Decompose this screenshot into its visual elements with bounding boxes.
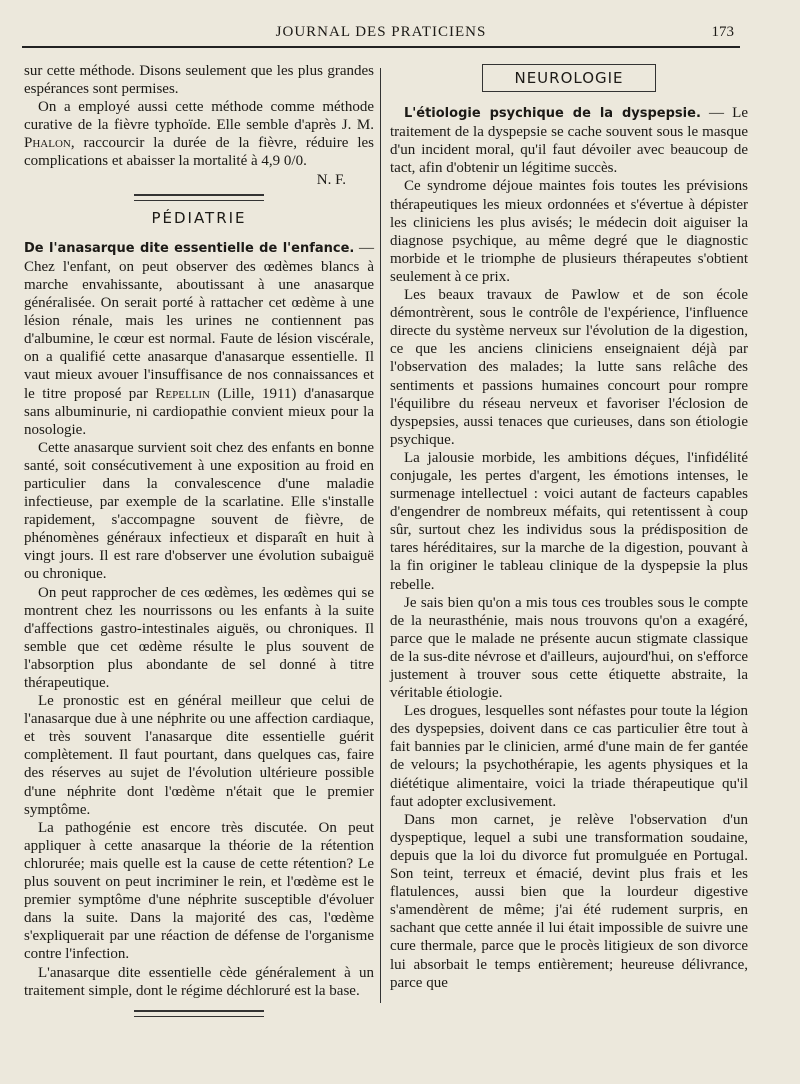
article-paragraph-4: Le pronostic est en général meilleur que celui de l'anasarque due à une néphrite ou une affection cardiaque, et très souvent l'anasarque dite essentielle guérit complètement. Il faut pourtant, dans quelques cas, faire des réserves au sujet de l'évolution ultérieure possible d'une néphrite dont l'œdème n'était que le premier symptôme. [24,693,374,818]
article-paragraph-1 [390,104,748,177]
article-paragraph-4: La jalousie morbide, les ambitions déçues, l'infidélité conjugale, les pertes d'argent, les émotions intenses, le surmenage intellectuel : voici autant de facteurs capables d'engendrer de nombreux méfaits, qui retentissent à coup sûr, surtout chez les individus sous la prédisposition de tares héréditaires, sur la marche de la digestion, pouvant à la fin originer le tableau clinique de la dyspepsie la plus rebelle. [390,449,748,593]
article-paragraph-6: Les drogues, lesquelles sont néfastes pour toute la légion des dyspepsies, doivent dans ce cas particulier être tout à fait bannies par le clinicien, armé d'une main de fer gantée de velours; la psychothérapie, les agents physiques et la diététique alimentaire, voici la triade thérapeutique qu'il faut adopter exclusivement. [390,703,748,810]
article-paragraph-2: Cette anasarque survient soit chez des enfants en bonne santé, soit consécutivement à une exposition au froid en particulier dans la convalescence d'une maladie infectieuse, par exemple de la scarlatine. Elle s'installe rapidement, s'accompagne souvent de fièvre, de phénomènes généraux infectieux et disparaît en huit à vingt jours. Il est rare d'observer une évolution subaiguë ou chronique. [24,439,374,583]
section-title-neurologie: NEUROLOGIE [482,64,656,92]
p1-text: — Le traitement de la dyspepsie se cache souvent sous le masque d'un incident moral, qu'il faut dévoiler avec beaucoup de tact, afin d'obtenir un légitime succès. [390,105,748,177]
column-divider [380,68,381,1003]
section-title-pediatrie: PÉDIATRIE [151,208,247,227]
page-number: 173 [711,24,734,40]
author-name-repellin: Repellin [155,385,210,402]
signature: N. F. [316,171,346,188]
article-paragraph-5: Je sais bien qu'on a mis tous ces troubles sous le compte de la neurasthénie, mais nous trouvons qu'on a exagéré, parce que le malade ne présente aucun stigmate classique de la sus-dite névrose et d'ailleurs, aujourd'hui, on s'efforce justement à trouver sous cette étiquette abstraite, la véritable étiologie. [390,594,748,702]
article-paragraph-1 [24,239,374,439]
article-paragraph-3: On peut rapprocher de ces œdèmes, les œdèmes qui se montrent chez les nourrissons ou les enfants à la suite d'affections gastro-intestinales aiguës, ou chroniques. Il semble que cet œdème résulte le plus souvent de l'absorption plus abondante de sel donné à titre thérapeutique. [24,584,374,691]
article-title-anasarque: De l'anasarque dite essentielle de l'enfance. [24,240,355,256]
article-title-dyspepsie: L'étiologie psychique de la dyspepsie. [404,106,701,122]
p1-text-a: — Chez l'enfant, on peut observer des œdèmes blancs à marche envahissante, aboutissant à une anasarque généralisée. On serait porté à rattacher cet œdème à une lésion rénale, mais les urines ne contiennent pas d'albumine, le cœur est normal. Faute de lésion viscérale, on a qualifié cette anasarque d'anasarque essentielle. Il vaut mieux avouer l'insuffisance de nos connaissances et le titre proposé par [24,239,375,402]
right-column [390,62,748,992]
left-column [24,62,374,1022]
journal-title: JOURNAL DES PRATICIENS [275,24,487,40]
article-paragraph-2: Ce syndrome déjoue maintes fois toutes les prévisions thérapeutiques les mieux ordonnées et s'évertue à dépister les cliniciens les plus avisés; le médecin doit aiguiser la diagnose psychique, au même degré que le diagnostic morbide et le triomphe de plusieurs thérapeutes s'obtient seulement à ce prix. [390,178,748,285]
article-paragraph-6: L'anasarque dite essentielle cède généralement à un traitement simple, dont le régime déchloruré est la base. [24,964,374,999]
p1-text-b: (Lille, 1911) d'anasarque sans albuminurie, ni cardiopathie convient mieux pour la nosologie. [24,385,374,438]
intro-paragraph-2 [24,98,374,170]
intro-paragraph-1: sur cette méthode. Disons seulement que les plus grandes espérances sont permises. [24,63,374,98]
intro-text-b: , raccourcir la durée de la fièvre, réduire les complications et abaisser la mortalité à 4,9 0/0. [24,135,374,170]
page-header [22,22,740,48]
intro-text-a: On a employé aussi cette méthode comme méthode curative de la fièvre typhoïde. Elle semble d'après J. M. [24,99,374,134]
author-name-phalon: Phalon [24,135,71,152]
article-paragraph-3: Les beaux travaux de Pawlow et de son école démontrèrent, sous le contrôle de l'expérience, l'influence directe du système nerveux sur l'évolution de la digestion, ce que les anciens cliniciens enseignaient déjà par l'observation des malades; la lutte sans relâche des sentiments et passions humaines concourt pour rompre l'équilibre du réseau nerveux et favoriser l'éclosion de dyspepsies, aussi tenaces que curieuses, dans son étiologie psychique. [390,287,748,448]
article-paragraph-7: Dans mon carnet, je relève l'observation d'un dyspeptique, lequel a subi une transformation soudaine, depuis que la loi du divorce fut promulguée en Portugal. Son teint, terreux et émacié, devint plus frais et les flatulences, aussi bien que la lourdeur digestive s'amendèrent de même; j'ai été rudement surpris, en sachant que cette année il lui était impossible de suivre une cure thermale, parce que le procès litigieux de son divorce lui absorbait le temps entièrement; heureuse délivrance, parce que [390,811,748,991]
article-paragraph-5: La pathogénie est encore très discutée. On peut appliquer à cette anasarque la théorie de la rétention chlorurée; mais quelle est la cause de cette rétention? Le plus souvent on peut incriminer le rein, et l'œdème est le premier symptôme d'une néphrite susceptible d'évoluer dans la suite. Dans la majorité des cas, l'œdème s'expliquerait par une réaction de défense de l'organisme contre l'infection. [24,819,374,963]
section-separator [134,194,264,201]
end-separator [134,1010,264,1017]
